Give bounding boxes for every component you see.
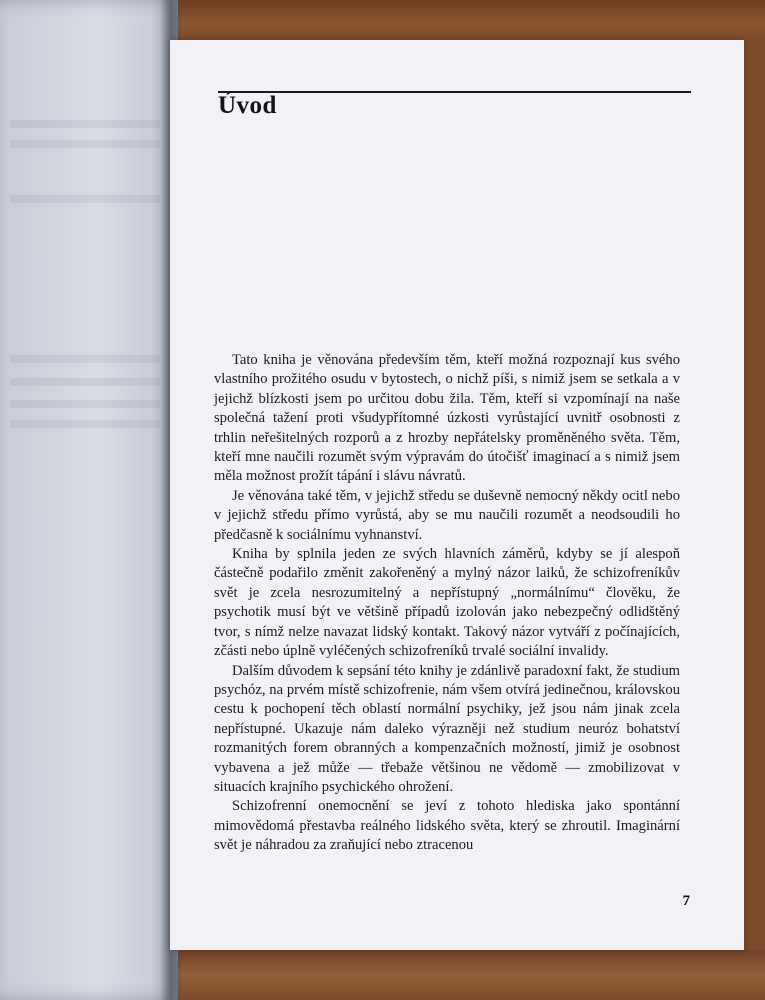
show-through-line (10, 195, 160, 203)
show-through-line (10, 140, 160, 148)
paragraph: Tato kniha je věnována především těm, kteří možná rozpoznají kus svého vlastního prožitého osudu v bytostech, o nichž píši, s nimiž jsem se setkala a v jejichž blízkosti jsem po určitou dobu žila. Těm, kteří si vzpomínají na naše společná tažení proti všudypřítomné úzkosti vyrůstající uvnitř osobnosti z trhlin neřešitelných rozporů a z hrozby nepřátelsky proměněného světa. Těm, kteří mne naučili rozumět svým výpravám do útočišť imaginací a s nimiž jsem měla možnost prožít tápání i slávu návratů. (214, 352, 680, 485)
show-through-line (10, 355, 160, 363)
show-through-line (10, 420, 160, 428)
show-through-line (10, 120, 160, 128)
paragraph: Je věnována také těm, v jejichž středu se duševně nemocný někdy ocitl nebo v jejichž středu přímo vyrůstá, aby se mu naučili rozumět a neodsoudili ho předčasně k sociálnímu vyhnanství. (214, 487, 680, 543)
page-number: 7 (682, 893, 690, 909)
book-page (170, 40, 744, 950)
body-text (214, 351, 680, 856)
show-through-line (10, 378, 160, 386)
facing-page (0, 0, 178, 1000)
show-through-line (10, 400, 160, 408)
paragraph: Kniha by splnila jeden ze svých hlavních záměrů, kdyby se jí alespoň částečně podařilo změnit zakořeněný a mylný názor laiků, že schizofreníkův svět je zcela nesrozumitelný a nepřístupný „normálnímu“ člověku, že psychotik musí být ve většině případů izolován jako nebezpečný odlidštěný tvor, s nímž nelze navazat lidský kontakt. Takový názor vytváří z počínajících, zčásti nebo úplně vyléčených schizofreníků trvalé sociální invalidy. (214, 546, 680, 660)
chapter-rule (218, 91, 691, 93)
chapter-title: Úvod (218, 92, 277, 119)
paragraph: Dalším důvodem k sepsání této knihy je zdánlivě paradoxní fakt, že studium psychóz, na prvém místě schizofrenie, nám všem otvírá jedinečnou, královskou cestu k pochopení těch oblastí normální psychiky, jež jsou nám jinak zcela nepřístupné. Ukazuje nám daleko výrazněji než studium neuróz bohatství rozmanitých forem obranných a kompenzačních možností, jimiž je osobnost vybavena a jež může — třebaže většinou ne vědomě — zmobilizovat v situacích krajního psychického ohrožení. (214, 662, 680, 795)
paragraph: Schizofrenní onemocnění se jeví z tohoto hlediska jako spontánní mimovědomá přestavba reálného lidského světa, který se zhroutil. Imaginární svět je náhradou za zraňující nebo ztracenou (214, 798, 680, 854)
